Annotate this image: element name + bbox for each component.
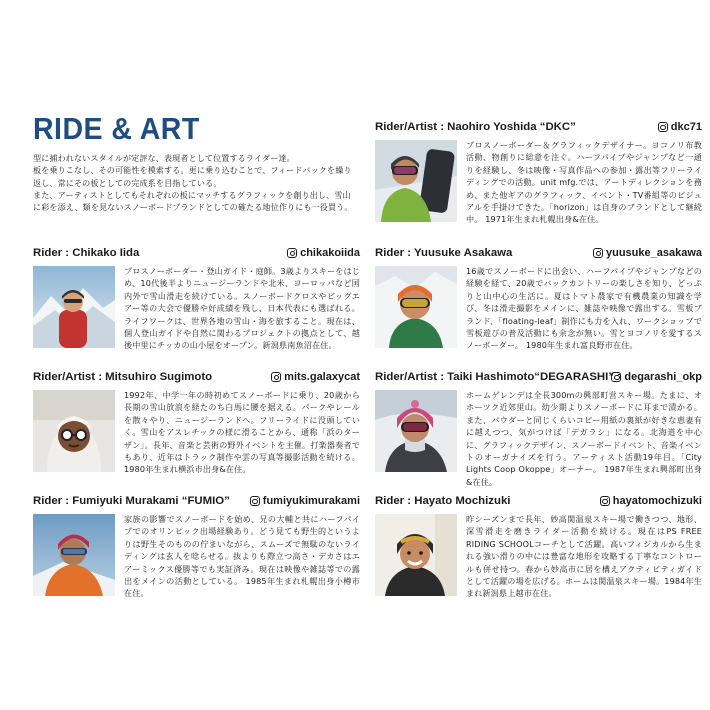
rider-card-naohiro-yoshida — [375, 120, 702, 234]
rider-bio: ホームゲレンデは全長300mの興部町営スキー場。たまに、オホーツク近郊里山。幼少期よりスノーボードに耳まで漬かる。また、パウダーと同じくらいコピー用紙の裏紙が好きな恵妻有に越えつつ、気がつけば「デガラシ」になる。北海道を中心に、グラフィックデザイン、スノーボードイベント、音楽イベントのオーガナイズを行う。アーティスト活動19年目。「City Lights Coop Okoppe」オーナー。 1987年生まれ興部町出身&在住。 — [466, 390, 702, 487]
rider-portrait-photo-icon — [33, 390, 115, 472]
rider-bio: 家族の影響でスノーボードを始め、兄の大輔と共にハーフパイプでのオリンピック出場経験あり。どう見ても野生的というよりは野生そのものの佇まいながら、スムーズで無駄のないライディングは玄人を唸らせる。抜よりも際立つ高さ・デカさはエアーミックス優勝等でも実証済み。現在は映像や雑誌等での露出をメインの活動としている。 1985年生まれ札幌出身小樽市在住。 — [124, 514, 360, 599]
rider-name: Rider/Artist : Naohiro Yoshida “DKC” — [375, 121, 576, 133]
rider-photo — [375, 514, 457, 596]
rider-name: Rider : Chikako Iida — [33, 247, 140, 259]
rider-name: Rider/Artist : Mitsuhiro Sugimoto — [33, 371, 213, 383]
instagram-icon — [271, 372, 281, 382]
instagram-icon — [287, 248, 297, 258]
instagram-icon — [593, 248, 603, 258]
instagram-handle[interactable] — [658, 120, 702, 134]
instagram-handle-text: degarashi_okp — [624, 371, 702, 383]
rider-card-hayato-mochizuki — [375, 494, 702, 608]
instagram-icon — [611, 372, 621, 382]
page-title: RIDE & ART — [33, 111, 200, 146]
intro-text: 型に捕われないスタイルが定評な、表現者として位置するライダー達。 板を乗りこなし、その可能性を模索する。更に乗り込むことで、フィードバックを繰り返し、常にその板としての完成系を目指している。 また、アーティストとしてもそれぞれの板にマッチするグラフィックを創り出し、雪山に彩を添え、類を見ないスノーボードブランドとしての確たる地位作りにも一役買う。 — [33, 153, 353, 213]
rider-portrait-photo-icon — [375, 514, 457, 596]
instagram-handle-text: fumiyukimurakami — [262, 495, 360, 507]
rider-name: Rider : Yuusuke Asakawa — [375, 247, 513, 259]
intro-section — [33, 112, 356, 213]
instagram-handle-text: dkc71 — [670, 121, 702, 133]
rider-card-fumiyuki-murakami — [33, 494, 360, 608]
rider-photo — [375, 266, 457, 348]
instagram-handle[interactable] — [611, 370, 702, 384]
rider-portrait-photo-icon — [375, 140, 457, 222]
rider-photo — [375, 140, 457, 222]
rider-portrait-photo-icon — [375, 390, 457, 472]
rider-photo — [33, 266, 115, 348]
instagram-icon — [658, 122, 668, 132]
instagram-handle[interactable] — [600, 494, 702, 508]
rider-photo — [33, 514, 115, 596]
rider-bio: 1992年、中学一年の時初めてスノーボードに乗り、20歳から長期の雪山放浪を経たのち白馬に腰を据える。パークやレールを散々やり、ニュージーランドへ。フリーライドに没頭していく。雪山をアスレチックの様に滑ることから、通称「浜のターザン」。長年、音楽と芸術の野外イベントを主催。打楽器奏者でもあり、近年はトラック制作や雲の写真等撮影活動を続ける。 1980年生まれ横浜市出身&在住。 — [124, 390, 360, 475]
instagram-handle-text: hayatomochizuki — [612, 495, 702, 507]
instagram-handle[interactable] — [250, 494, 360, 508]
instagram-handle[interactable] — [271, 370, 360, 384]
instagram-handle-text: mits.galaxycat — [284, 371, 360, 383]
instagram-handle[interactable] — [287, 246, 360, 260]
rider-portrait-photo-icon — [375, 266, 457, 348]
rider-bio: 昨シーズンまで長年、妙高関温泉スキー場で働きつつ、地形、深雪滑走を磨きライダー活動を続ける。現在はPS FREE RIDING SCHOOLコーチとして活躍。高いフィジカルから生まれる強い滑りの中には豊富な地形を攻略する丁寧なコントロールも併せ持つ。春から妙高市に居を構えアクティビティガイドとして活躍の場を広げる。ホームは関温泉スキー場。1984年生まれ新潟県上越市在住。 — [466, 514, 702, 599]
instagram-icon — [250, 496, 260, 506]
instagram-handle[interactable] — [593, 246, 702, 260]
rider-photo — [33, 390, 115, 472]
rider-bio: プロスノーボーダー＆グラフィックデザイナー。ヨコノリ布教活動、物創りに総意を注ぐ。ハーフパイプやジャンプなど一通りを経験し、冬は映像・写真作品への参加・露出等フリーライディングでの活動。unit mfg.では、アートディレクションを務め、また他ギアのグラフィック、イベント・TV番組等のビジュアルを手掛けてきた。「horizon」は自身のブランドとして継続中。 1971年生まれ札幌出身&在住。 — [466, 140, 702, 225]
instagram-handle-text: chikakoiida — [300, 247, 360, 259]
rider-card-mitsuhiro-sugimoto — [33, 370, 360, 484]
rider-card-taiki-hashimoto — [375, 370, 702, 487]
rider-bio: 16歳でスノーボードに出会い、ハーフパイプやジャンプなどの経験を経て、20歳でバックカントリーの楽しさを知り、どっぷりと山中心の生活に。夏はトマト農家で有機農業の知識を学び、冬は滑走撮影をメインに、雑誌や映像で露出する。雪板ブランド、「floating-leaf」制作にも力を入れ、ワークショップで雪板遊びの普及活動にも余念が無い。雪とヨコノリを愛するスノーボーダー。 1980年生まれ富良野市在住。 — [466, 266, 703, 351]
rider-card-chikako-iida — [33, 246, 360, 360]
instagram-icon — [600, 496, 610, 506]
rider-name: Rider : Fumiyuki Murakami “FUMIO” — [33, 495, 230, 507]
rider-card-yuusuke-asakawa — [375, 246, 702, 360]
rider-portrait-photo-icon — [33, 266, 115, 348]
rider-bio: プロスノーボーダー・登山ガイド・庭師。3歳よりスキーをはじめ、10代後半よりニュージーランドや北米、ヨーロッパなど国内外で雪山滑走を続けている。スノーボードクロスやビッグエアー等の大会で優勝や好成績を残し、日本代表にも選ばれる。ライフワークは、世界各地の雪山・海を旅すること。現在は、個人登山ガイドや自然に関わるプロジェクトの拠点として、越後中里にチッカの山小屋をオープン。新潟県南魚沼在住。 — [124, 266, 360, 351]
rider-name: Rider : Hayato Mochizuki — [375, 495, 511, 507]
rider-photo — [375, 390, 457, 472]
rider-name: Rider/Artist : Taiki Hashimoto“DEGARASHI” — [375, 371, 615, 383]
instagram-handle-text: yuusuke_asakawa — [605, 247, 702, 259]
rider-portrait-photo-icon — [33, 514, 115, 596]
